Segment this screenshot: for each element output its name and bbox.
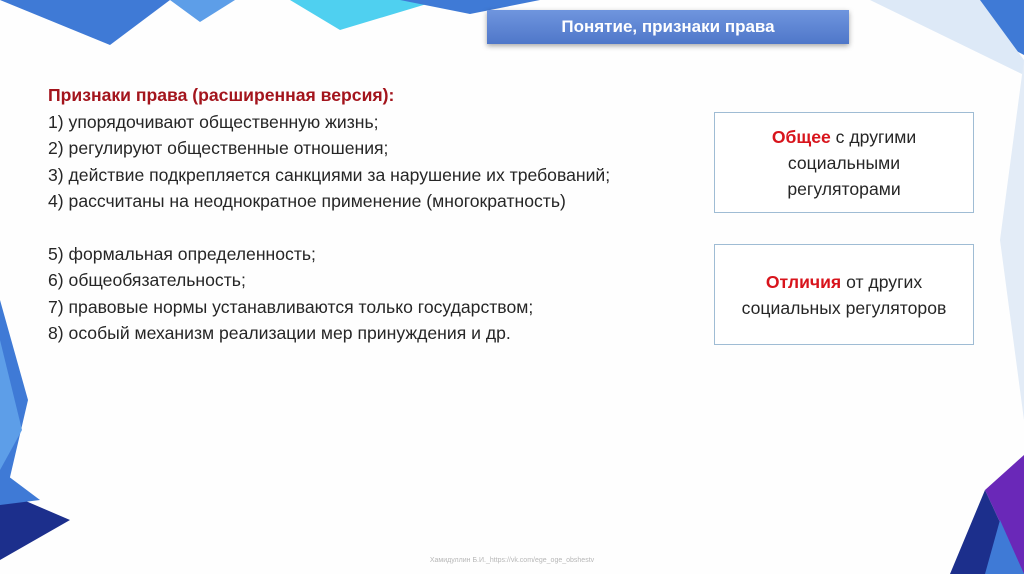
common-line2: социальными [787,152,901,173]
list-item-5: 5) формальная определенность; [48,243,316,264]
list-item-1: 1) упорядочивают общественную жизнь; [48,111,379,132]
differences-line1-rest: от других [841,271,923,292]
list-item-7: 7) правовые нормы устанавливаются только государством; [48,296,534,317]
common-accent-word: Общее [771,126,831,147]
list-item-3: 3) действие подкрепляется санкциями за нарушение их требований; [48,164,611,185]
deco-top-left-blue [0,0,170,45]
common-features-box [714,112,974,213]
deco-right-light [1000,60,1024,420]
list-item-4: 4) рассчитаны на неоднократное применение (многократность) [48,191,566,211]
list-item-8: 8) особый механизм реализации мер принуждения и др. [48,323,511,343]
deco-top-left-light [170,0,235,22]
slide-title: Понятие, признаки права [487,10,849,44]
list-item-6: 6) общеобязательность; [48,270,246,290]
footer-credit: Хамидуллин Б.И._https://vk.com/ege_oge_obshestv [429,557,595,564]
differences-box [714,244,974,345]
common-features-text [762,124,926,202]
features-list [48,82,698,347]
differences-line2: социальных регуляторов [741,297,947,318]
list-item-2: 2) регулируют общественные отношения; [48,138,389,158]
features-heading: Признаки права (расширенная версия): [48,85,395,105]
common-line1-rest: с другими [830,126,917,147]
common-line3: регуляторами [787,178,901,199]
deco-top-mid-cyan [290,0,440,30]
differences-accent-word: Отличия [765,271,842,292]
list-spacer [48,215,698,241]
differences-text [732,269,957,321]
deco-bottom-left-blue [0,470,40,505]
